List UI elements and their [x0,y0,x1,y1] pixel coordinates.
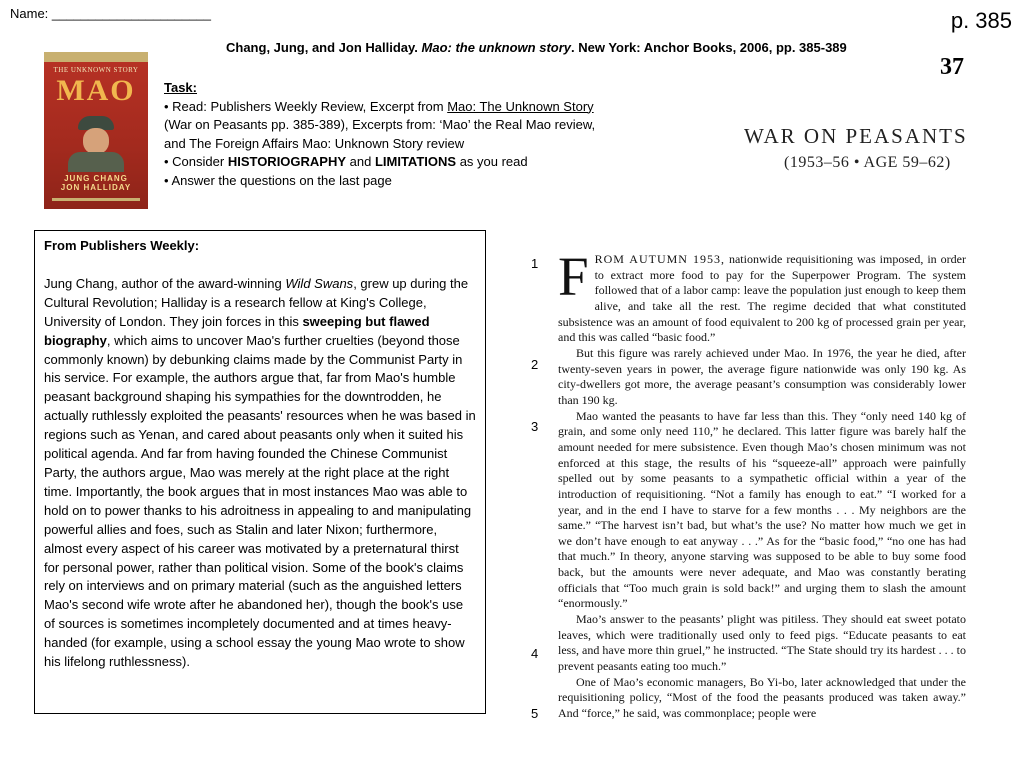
citation [226,40,847,55]
task-item-text: and [346,154,375,170]
excerpt-text: nationwide requisitioning was imposed, in order to extract more food to pay for the Superpower Program. The system followed that of a labor camp: leave the population just enough to keep them alive, and take all the rest. The regime decided that what constituted subsistence was an amount of food equivalent to 200 kg of processed grain per year, and this was called “basic food.” [558,252,966,345]
task-item-text: as you read [456,154,528,170]
drop-cap: F [558,246,589,307]
task-item-read [164,98,604,154]
task-item-text: (War on Peasants pp. 385-389), Excerpts from: ‘Mao’ the Real Mao review, and The Foreign Affairs Mao: Unknown Story review [164,117,596,151]
review-text: Jung Chang, author of the award-winning [44,275,286,291]
task-block [164,79,604,191]
review-heading: From Publishers Weekly: [44,238,200,253]
excerpt-smallcaps: ROM AUTUMN 1953, [594,252,725,266]
paragraph-number: 3 [531,419,539,434]
excerpt-paragraph: Mao’s answer to the peasants’ plight was pitiless. They should eat sweet potato leaves, which were traditionally used only to feed pigs. “Educate peasants to eat less, and have more thin gruel,” he instructed. “The State should try its hardest . . . to prevent peasants eating too much.” [558,612,966,674]
review-body [44,275,476,672]
publishers-weekly-box [34,230,486,714]
cover-portrait [64,116,128,172]
cover-author-2: JON HALLIDAY [60,183,132,192]
name-line: Name: ______________________ [10,6,211,21]
cover-author-1: JUNG CHANG [64,174,128,183]
cover-band [44,52,148,62]
cover-bottom-band [52,198,140,201]
cover-title: MAO [56,74,136,107]
chapter-subtitle: (1953–56 • AGE 59–62) [784,154,951,171]
book-cover-image [44,52,148,209]
review-italic: Wild Swans [285,275,354,291]
page-number: p. 385 [950,8,1012,33]
chapter-title: WAR ON PEASANTS [744,124,968,148]
review-text: , grew up during the Cultural Revolution; Halliday is a research fellow at King's College, University of London. They join forces in this [44,275,469,329]
cover-top-text: THE UNKNOWN STORY [53,66,139,74]
task-item-consider [164,153,604,172]
historiography-term: HISTORIOGRAPHY [227,154,347,170]
citation-title: Mao: the unknown story [421,40,572,55]
paragraph-number: 1 [531,256,539,271]
task-item-text: • Consider [164,154,228,170]
task-heading: Task: [164,80,197,95]
book-title-link: Mao: The Unknown Story [447,98,594,114]
limitations-term: LIMITATIONS [374,154,457,170]
book-excerpt [558,246,966,722]
paragraph-number: 4 [531,646,539,661]
task-item-answer: • Answer the questions on the last page [164,172,392,188]
review-text: , which aims to uncover Mao's further cruelties (beyond those commonly known) by debunking claims made by the Communist Party in his service. For example, the authors argue that, far from Mao's humble peasant background shaping his sympathies for the downtrodden, he actually ruthlessly exploited the peasants' resources when he was based in regions such as Yenan, and cared about peasants only when it suited his political agenda. And far from having founded the Chinese Communist Party, the authors argue, Mao was merely at the right place at the right time. Importantly, the book argues that in most instances Mao was able to hold on to power thanks to his adroitness in appealing to and manipulating powerful allies and foes, such as Stalin and later Nixon; furthermore, almost every aspect of his career was motivated by a preternatural thirst for personal power, rather than political vision. Some of the book's claims rely on interviews and on primary material (such as the anguished letters Mao's second wife wrote after he abandoned her), though the book's use of sources is sometimes incompletely documented and at times heavy-handed (for example, using a school essay the young Mao wrote to show his lifelong ruthlessness). [44,332,476,670]
excerpt-paragraph: Mao wanted the peasants to have far less than this. They “only need 140 kg of grain, and some only need 110,” he declared. This latter figure was barely half the amount needed for mere subsistence. Even though Mao’s chosen minimum was not enforced at this stage, the results of his “squeeze-all” approach were painfully spelled out by some peasants to a sympathetic official within a year of the introduction of requisitioning. “Not a family has enough to eat.” “I worked for a year, and in the end I have to starve for a few months . . . My neighbors are the same.” “The harvest isn’t bad, but what’s the use? No matter how much we get in we don’t have enough to eat anyway . . .” As for the “basic food,” “no one has had that much.” In theory, anyone starving was supposed to be able to buy some food back, but the amounts were never adequate, and Mao was constantly berating officials that “Too much grain is sold back!” and urging them to slash the amount “enormously.” [558,408,966,611]
task-item-text: • Read: Publishers Weekly Review, Excerpt from [164,98,448,114]
chapter-number: 37 [940,54,964,80]
excerpt-paragraph [558,246,966,346]
citation-authors: Chang, Jung, and Jon Halliday. [226,40,422,55]
review-bold: sweeping but flawed biography [44,313,430,348]
paragraph-number: 2 [531,357,539,372]
citation-publisher: . New York: Anchor Books, 2006, pp. 385-389 [571,40,847,55]
excerpt-paragraph: But this figure was rarely achieved under Mao. In 1976, the year he died, after twenty-seven years in power, the average figure nationwide was only 190 kg. As city-dwellers got more, the average peasant’s consumption was considerably lower than 190 kg. [558,345,966,407]
excerpt-paragraph: One of Mao’s economic managers, Bo Yi-bo, later acknowledged that under the requisitioning policy, “Most of the food the peasants produced was taken away.” And “force,” he said, was commonplace; people were [558,674,966,721]
paragraph-number: 5 [531,706,539,721]
